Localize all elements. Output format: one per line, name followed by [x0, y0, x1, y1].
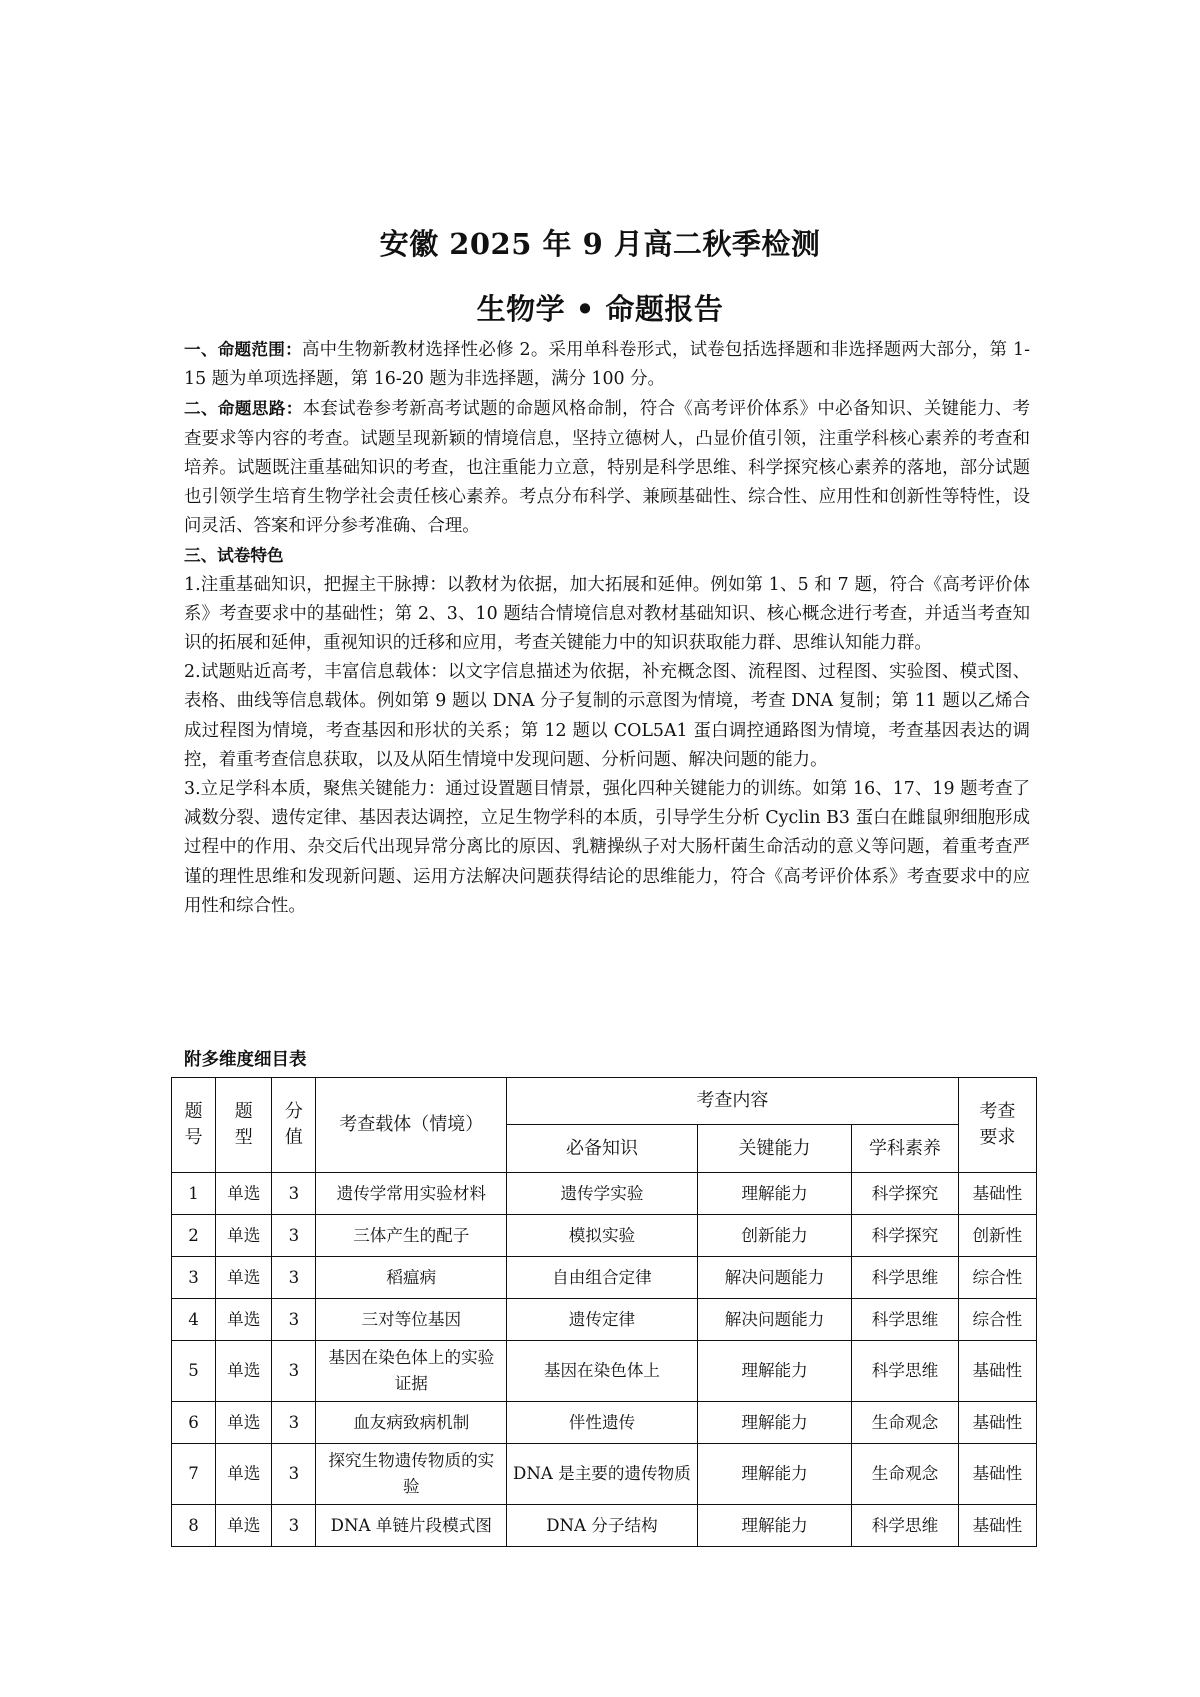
cell-literacy: 科学思维	[852, 1505, 958, 1547]
feature-1: 1.注重基础知识，把握主干脉搏：以教材为依据，加大拓展和延伸。例如第 1、5 和 7 题，符合《高考评价体系》考查要求中的基础性；第 2、3、10 题结合情境信息对教材基础知识、核心概念进行考查，并适当考查知识的拓展和延伸，重视知识的迁移和应用，考查关键能力中的知识获取能力群、思维认知能力群。	[184, 574, 1030, 654]
table-row	[172, 1215, 1037, 1257]
cell-ability: 解决问题能力	[697, 1299, 852, 1341]
cell-requirement: 基础性	[958, 1505, 1036, 1547]
table-row	[172, 1341, 1037, 1402]
cell-ability: 解决问题能力	[697, 1257, 852, 1299]
cell-literacy: 科学探究	[852, 1173, 958, 1215]
cell-carrier: 血友病致病机制	[316, 1402, 507, 1444]
header-requirement: 考查 要求	[958, 1078, 1036, 1173]
cell-carrier: DNA 单链片段模式图	[316, 1505, 507, 1547]
cell-knowledge: 基因在染色体上	[507, 1341, 698, 1402]
table-row	[172, 1402, 1037, 1444]
cell-score: 3	[272, 1215, 316, 1257]
header-type: 题 型	[216, 1078, 272, 1173]
scope-paragraph	[184, 335, 1030, 394]
cell-knowledge: 自由组合定律	[507, 1257, 698, 1299]
cell-num: 7	[172, 1444, 216, 1505]
cell-num: 5	[172, 1341, 216, 1402]
table-row	[172, 1505, 1037, 1547]
document-title: 安徽 2025 年 9 月高二秋季检测	[379, 227, 821, 261]
cell-type: 单选	[216, 1299, 272, 1341]
cell-type: 单选	[216, 1173, 272, 1215]
appendix-title: 附多维度细目表	[184, 1050, 307, 1070]
header-content: 考查内容	[507, 1078, 959, 1125]
table-row	[172, 1173, 1037, 1215]
cell-requirement: 基础性	[958, 1402, 1036, 1444]
cell-ability: 创新能力	[697, 1215, 852, 1257]
cell-ability: 理解能力	[697, 1341, 852, 1402]
header-carrier: 考查载体（情境）	[316, 1078, 507, 1173]
cell-carrier: 稻瘟病	[316, 1257, 507, 1299]
cell-requirement: 基础性	[958, 1173, 1036, 1215]
table-row	[172, 1299, 1037, 1341]
cell-num: 6	[172, 1402, 216, 1444]
cell-requirement: 基础性	[958, 1341, 1036, 1402]
header-ability: 关键能力	[697, 1125, 852, 1173]
cell-knowledge: 模拟实验	[507, 1215, 698, 1257]
cell-ability: 理解能力	[697, 1505, 852, 1547]
cell-requirement: 综合性	[958, 1299, 1036, 1341]
cell-score: 3	[272, 1444, 316, 1505]
cell-ability: 理解能力	[697, 1444, 852, 1505]
cell-ability: 理解能力	[697, 1402, 852, 1444]
cell-carrier: 三对等位基因	[316, 1299, 507, 1341]
cell-score: 3	[272, 1402, 316, 1444]
cell-type: 单选	[216, 1505, 272, 1547]
cell-literacy: 科学思维	[852, 1341, 958, 1402]
cell-literacy: 生命观念	[852, 1402, 958, 1444]
cell-score: 3	[272, 1299, 316, 1341]
idea-paragraph	[184, 394, 1030, 541]
cell-type: 单选	[216, 1257, 272, 1299]
cell-literacy: 科学思维	[852, 1257, 958, 1299]
cell-type: 单选	[216, 1402, 272, 1444]
feature-2: 2.试题贴近高考，丰富信息载体：以文字信息描述为依据，补充概念图、流程图、过程图、实验图、模式图、表格、曲线等信息载体。例如第 9 题以 DNA 分子复制的示意图为情境，考查 DNA 复制；第 11 题以乙烯合成过程图为情境，考查基因和形状的关系；第 12 题以 COL5A1 蛋白调控通路图为情境，考查基因表达的调控，着重考查信息获取，以及从陌生情境中发现问题、分析问题、解决问题的能力。	[184, 662, 1030, 770]
idea-text: 本套试卷参考新高考试题的命题风格命制，符合《高考评价体系》中必备知识、关键能力、考查要求等内容的考查。试题呈现新颖的情境信息，坚持立德树人，凸显价值引领，注重学科核心素养的考查和培养。试题既注重基础知识的考查，也注重能力立意，特别是科学思维、科学探究核心素养的落地，部分试题也引领学生培育生物学社会责任核心素养。考点分布科学、兼顾基础性、综合性、应用性和创新性等特性，设问灵活、答案和评分参考准确、合理。	[184, 399, 1031, 537]
cell-type: 单选	[216, 1341, 272, 1402]
cell-score: 3	[272, 1257, 316, 1299]
header-num: 题 号	[172, 1078, 216, 1173]
idea-heading: 二、命题思路：	[184, 399, 303, 419]
cell-num: 2	[172, 1215, 216, 1257]
cell-score: 3	[272, 1173, 316, 1215]
cell-num: 3	[172, 1257, 216, 1299]
table-row	[172, 1257, 1037, 1299]
cell-score: 3	[272, 1505, 316, 1547]
cell-requirement: 创新性	[958, 1215, 1036, 1257]
header-knowledge: 必备知识	[507, 1125, 698, 1173]
feature-heading: 三、试卷特色	[184, 546, 284, 566]
cell-knowledge: DNA 是主要的遗传物质	[507, 1444, 698, 1505]
scope-heading: 一、命题范围：	[184, 340, 302, 359]
cell-knowledge: DNA 分子结构	[507, 1505, 698, 1547]
cell-knowledge: 伴性遗传	[507, 1402, 698, 1444]
cell-literacy: 科学思维	[852, 1299, 958, 1341]
table-row	[172, 1444, 1037, 1505]
cell-knowledge: 遗传学实验	[507, 1173, 698, 1215]
cell-knowledge: 遗传定律	[507, 1299, 698, 1341]
header-literacy: 学科素养	[852, 1125, 958, 1173]
cell-literacy: 科学探究	[852, 1215, 958, 1257]
cell-ability: 理解能力	[697, 1173, 852, 1215]
cell-requirement: 综合性	[958, 1257, 1036, 1299]
cell-carrier: 三体产生的配子	[316, 1215, 507, 1257]
scope-text: 高中生物新教材选择性必修 2。采用单科卷形式，试卷包括选择题和非选择题两大部分，第 1-15 题为单项选择题，第 16-20 题为非选择题，满分 100 分。	[184, 340, 1030, 390]
cell-num: 4	[172, 1299, 216, 1341]
cell-type: 单选	[216, 1444, 272, 1505]
cell-carrier: 遗传学常用实验材料	[316, 1173, 507, 1215]
header-score: 分 值	[272, 1078, 316, 1173]
cell-type: 单选	[216, 1215, 272, 1257]
feature-3: 3.立足学科本质，聚焦关键能力：通过设置题目情景，强化四种关键能力的训练。如第 16、17、19 题考查了减数分裂、遗传定律、基因表达调控，立足生物学科的本质，引导学生分析 Cyclin B3 蛋白在雌鼠卵细胞形成过程中的作用、杂交后代出现异常分离比的原因、乳糖操纵子对大肠杆菌生命活动的意义等问题，着重考查严谨的理性思维和发现新问题、运用方法解决问题获得结论的思维能力，符合《高考评价体系》考查要求中的应用性和综合性。	[184, 779, 1030, 916]
cell-literacy: 生命观念	[852, 1444, 958, 1505]
detail-table	[171, 1077, 1037, 1547]
cell-carrier: 探究生物遗传物质的实验	[316, 1444, 507, 1505]
cell-num: 8	[172, 1505, 216, 1547]
cell-requirement: 基础性	[958, 1444, 1036, 1505]
cell-carrier: 基因在染色体上的实验证据	[316, 1341, 507, 1402]
cell-num: 1	[172, 1173, 216, 1215]
document-subtitle: 生物学 • 命题报告	[476, 292, 724, 326]
cell-score: 3	[272, 1341, 316, 1402]
report-body	[184, 335, 1030, 921]
